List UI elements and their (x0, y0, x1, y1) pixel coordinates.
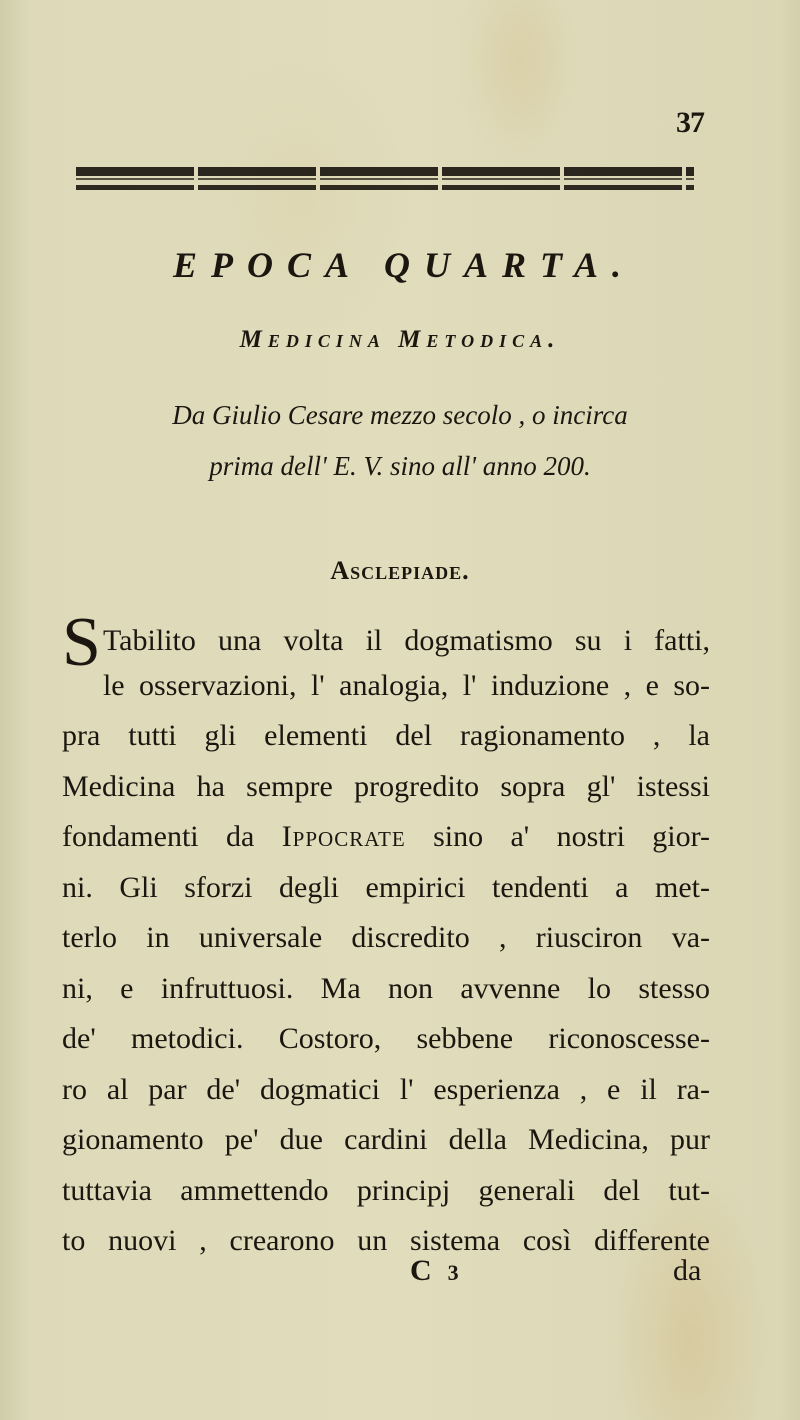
decorative-double-rule (76, 167, 694, 193)
body-line: le osservazioni, l' analogia, l' induzione , e so- (102, 668, 710, 702)
author-heading: Asclepiade. (330, 556, 470, 585)
body-text-fragment: sino a' nostri gior- (405, 820, 710, 853)
rule-thick (76, 167, 694, 176)
body-line: ro al par de' dogmatici l' esperienza , e il ra- (62, 1072, 710, 1106)
body-text-fragment: fondamenti da (62, 820, 282, 853)
subtitle-line-1: Da Giulio Cesare mezzo secolo , o incirca (172, 400, 628, 430)
body-line: ni. Gli sforzi degli empirici tendenti a met- (62, 870, 710, 904)
signature-letter: C (410, 1254, 432, 1287)
body-line: terlo in universale discredito , riusciron va- (62, 921, 710, 954)
name-hippocrates: Ippocrate (281, 820, 406, 853)
body-text (62, 604, 710, 1267)
body-line-1: Tabilito una volta il dogmatismo su i fatti, (102, 624, 710, 657)
signature-number: 3 (447, 1260, 459, 1285)
body-line: ni, e infruttuosi. Ma non avvenne lo stesso (62, 971, 710, 1005)
epoch-title: EPOCA QUARTA. (172, 245, 636, 285)
signature-mark (410, 1254, 459, 1288)
body-line: Medicina ha sempre progredito sopra gl' istessi (62, 769, 710, 803)
body-line (62, 812, 710, 863)
rule-mid (76, 178, 694, 180)
body-line: gionamento pe' due cardini della Medicina, pur (62, 1123, 710, 1156)
body-line: de' metodici. Costoro, sebbene riconoscesse- (62, 1022, 710, 1055)
subtitle-line-2: prima dell' E. V. sino all' anno 200. (209, 451, 591, 481)
body-line: pra tutti gli elementi del ragionamento , la (62, 719, 710, 752)
body-line: tuttavia ammettendo principj generali del tut- (62, 1173, 710, 1207)
section-title: Medicina Metodica. (239, 326, 561, 353)
body-line: to nuovi , crearono un sistema così differente (62, 1224, 710, 1257)
rule-thin (76, 185, 694, 190)
drop-cap: S (62, 604, 101, 681)
page-number: 37 (676, 106, 704, 139)
catchword: da (673, 1254, 702, 1287)
